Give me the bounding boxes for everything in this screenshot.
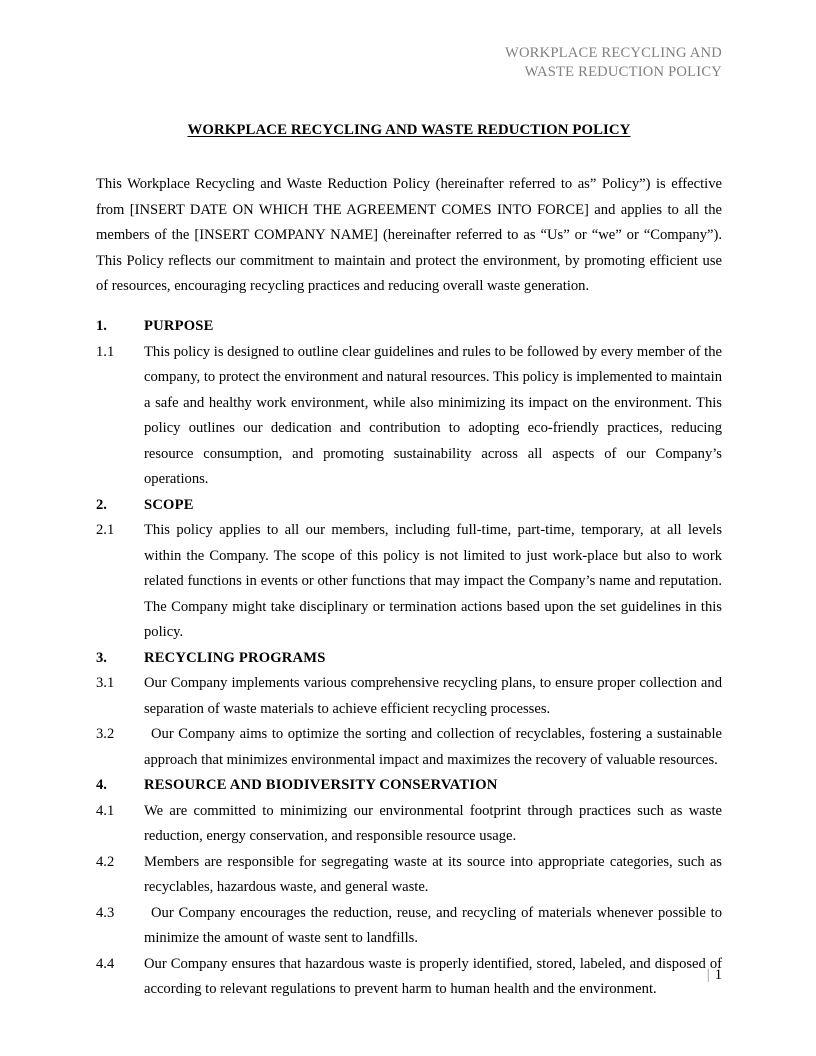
clause-text-4-1: We are committed to minimizing our environmental footprint through practices such as waste reduction, energy conservation, and responsible resource usage.: [144, 802, 722, 845]
section-title-4: RESOURCE AND BIODIVERSITY CONSERVATION: [144, 777, 498, 794]
running-header-line-1: WORKPLACE RECYCLING AND: [504, 45, 722, 61]
section-title-1: PURPOSE: [144, 318, 214, 335]
section-title-3: RECYCLING PROGRAMS: [144, 649, 326, 666]
section-title-2: SCOPE: [144, 496, 194, 513]
clause-3-2: [96, 722, 722, 773]
clause-text-4-3: Our Company encourages the reduction, reuse, and recycling of materials whenever possible to minimize the amount of waste sent to landfills.: [144, 904, 722, 947]
intro-paragraph: This Workplace Recycling and Waste Reduction Policy (hereinafter referred to as” Policy”) is effective from [INSERT DATE ON WHICH THE AGREEMENT COMES INTO FORCE] and applies to all the members of the [INSERT COMPANY NAME] (hereinafter referred to as “Us” or “we” or “Company”). This Policy reflects our commitment to maintain and protect the environment, by promoting efficient use of resources, encouraging recycling practices and reducing overall waste generation.: [96, 176, 722, 294]
clause-number-4-3: 4.3: [96, 904, 115, 921]
clause-4-2: [96, 850, 722, 901]
section-heading-3: [96, 646, 722, 672]
page-number: 1: [714, 967, 722, 983]
clause-number-3-2: 3.2: [96, 726, 115, 743]
document-body: [96, 0, 722, 1003]
page-footer: [707, 967, 722, 984]
section-number-1: 1.: [96, 318, 107, 335]
document-title-text: WORKPLACE RECYCLING AND WASTE REDUCTION POLICY: [187, 122, 631, 138]
section-heading-4: [96, 773, 722, 799]
clause-text-3-2: Our Company aims to optimize the sorting and collection of recyclables, fostering a sustainable approach that minimizes environmental impact and maximizes the recovery of valuable resources.: [144, 726, 722, 768]
clause-number-4-2: 4.2: [96, 853, 115, 870]
clause-number-2-1: 2.1: [96, 522, 115, 539]
clause-number-1-1: 1.1: [96, 343, 115, 360]
section-number-3: 3.: [96, 649, 107, 666]
clause-number-3-1: 3.1: [96, 675, 115, 692]
clause-text-4-2: Members are responsible for segregating waste at its source into appropriate categories, such as recyclables, hazardous waste, and general waste.: [144, 853, 722, 896]
footer-separator: |: [706, 967, 710, 983]
clause-4-3: [96, 901, 722, 952]
clause-text-2-1: This policy applies to all our members, including full-time, part-time, temporary, at all levels within the Company. The scope of this policy is not limited to just work-place but also to work related functions in events or other functions that may impact the Company’s name and reputation. The Company might take disciplinary or termination actions based upon the set guidelines in this policy.: [144, 522, 722, 641]
section-number-4: 4.: [96, 777, 107, 794]
section-heading-1: [96, 314, 722, 340]
clause-text-4-4: Our Company ensures that hazardous waste is properly identified, stored, labeled, and disposed of according to relevant regulations to prevent harm to human health and the environment.: [144, 955, 722, 998]
clause-number-4-1: 4.1: [96, 802, 115, 819]
clause-number-4-4: 4.4: [96, 955, 115, 972]
clause-text-3-1: Our Company implements various comprehensive recycling plans, to ensure proper collection and separation of waste materials to achieve efficient recycling processes.: [144, 675, 722, 717]
running-header-line-2: WASTE REDUCTION POLICY: [524, 64, 722, 80]
clause-1-1: [96, 340, 722, 493]
clause-text-1-1: This policy is designed to outline clear guidelines and rules to be followed by every member of the company, to protect the environment and natural resources. This policy is implemented to maintain a safe and healthy work environment, while also minimizing its impact on the environment. This policy outlines our dedication and contribution to adopting eco-friendly practices, reducing resource consumption, and promoting sustainability across all aspects of our Company’s operations.: [144, 343, 722, 488]
clause-2-1: [96, 518, 722, 646]
clause-3-1: [96, 671, 722, 722]
section-number-2: 2.: [96, 496, 107, 513]
clause-4-1: [96, 799, 722, 850]
document-title: [96, 122, 722, 139]
section-heading-2: [96, 493, 722, 519]
clause-4-4: [96, 952, 722, 1003]
